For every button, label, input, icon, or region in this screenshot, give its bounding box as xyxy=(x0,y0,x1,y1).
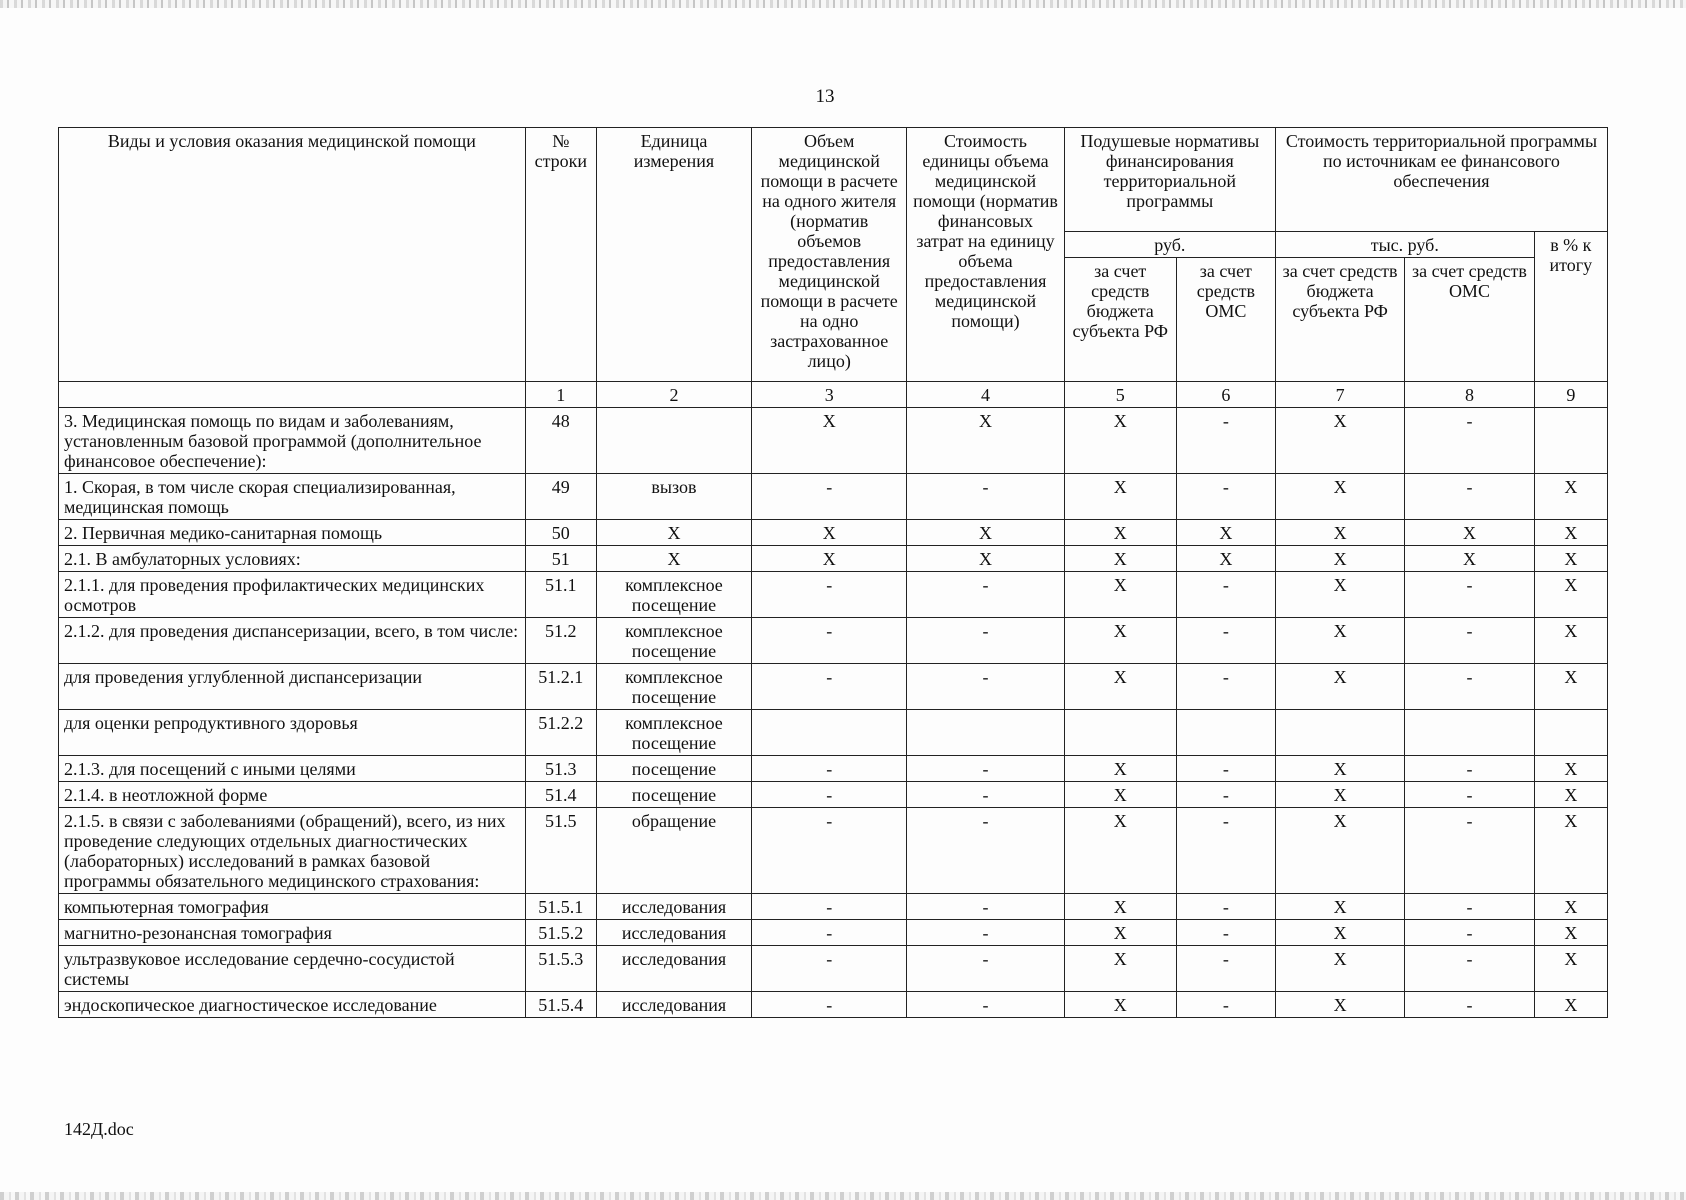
cell-oms-thousand: - xyxy=(1405,664,1534,710)
cell-name: магнитно-резонансная томография xyxy=(59,920,526,946)
cell-cost: - xyxy=(907,756,1064,782)
cell-row-number: 51.2.2 xyxy=(525,710,596,756)
cell-cost: - xyxy=(907,946,1064,992)
header-cost: Стоимость единицы объема медицинской помощи (норматив финансовых затрат на единицу объема предоставления медицинской помощи) xyxy=(907,128,1064,382)
cell-cost: - xyxy=(907,992,1064,1018)
cell-budget-thousand: X xyxy=(1275,474,1404,520)
cell-budget-rub: X xyxy=(1064,894,1176,920)
cell-budget-rub: X xyxy=(1064,920,1176,946)
cell-oms-rub: - xyxy=(1176,946,1275,992)
cell-volume: - xyxy=(752,756,907,782)
cell-oms-rub: - xyxy=(1176,572,1275,618)
table-container xyxy=(58,127,1608,1018)
cell-oms-thousand: - xyxy=(1405,920,1534,946)
header-row-number: № строки xyxy=(525,128,596,382)
cell-oms-thousand: - xyxy=(1405,946,1534,992)
cell-budget-thousand: X xyxy=(1275,946,1404,992)
cell-cost: - xyxy=(907,618,1064,664)
cell-budget-thousand: X xyxy=(1275,408,1404,474)
cell-percent: X xyxy=(1534,474,1607,520)
cell-unit: комплексное посещение xyxy=(596,572,751,618)
cell-percent: X xyxy=(1534,992,1607,1018)
cell-name: 3. Медицинская помощь по видам и заболеваниям, установленным базовой программой (дополнительное финансовое обеспечение): xyxy=(59,408,526,474)
cell-budget-rub xyxy=(1064,710,1176,756)
column-number xyxy=(59,382,526,408)
cell-percent: X xyxy=(1534,894,1607,920)
cell-percent: X xyxy=(1534,618,1607,664)
page-number: 13 xyxy=(815,86,835,107)
cell-unit xyxy=(596,408,751,474)
cell-volume: X xyxy=(752,520,907,546)
cell-oms-rub xyxy=(1176,710,1275,756)
cell-budget-thousand: X xyxy=(1275,782,1404,808)
table-row xyxy=(59,710,1608,756)
cell-name: 2.1.5. в связи с заболеваниями (обращений), всего, из них проведение следующих отдельных диагностических (лабораторных) исследований в рамках базовой программы обязательного медицинского страхования: xyxy=(59,808,526,894)
cell-unit: посещение xyxy=(596,782,751,808)
cell-unit: исследования xyxy=(596,894,751,920)
cell-name: компьютерная томография xyxy=(59,894,526,920)
cell-budget-thousand: X xyxy=(1275,808,1404,894)
cell-oms-thousand: - xyxy=(1405,474,1534,520)
cell-unit: исследования xyxy=(596,992,751,1018)
cell-row-number: 51.5 xyxy=(525,808,596,894)
cell-percent: X xyxy=(1534,664,1607,710)
header-name: Виды и условия оказания медицинской помощи xyxy=(59,128,526,382)
cell-name: для оценки репродуктивного здоровья xyxy=(59,710,526,756)
cell-budget-rub: X xyxy=(1064,572,1176,618)
column-number: 9 xyxy=(1534,382,1607,408)
table-row xyxy=(59,664,1608,710)
cell-cost: - xyxy=(907,894,1064,920)
table-row xyxy=(59,920,1608,946)
cell-name: 2.1.1. для проведения профилактических медицинских осмотров xyxy=(59,572,526,618)
cell-oms-rub: - xyxy=(1176,664,1275,710)
cell-name: 2. Первичная медико-санитарная помощь xyxy=(59,520,526,546)
cell-row-number: 51 xyxy=(525,546,596,572)
cell-oms-thousand xyxy=(1405,710,1534,756)
table-row xyxy=(59,782,1608,808)
column-number: 4 xyxy=(907,382,1064,408)
header-per-capita: Подушевые нормативы финансирования территориальной программы xyxy=(1064,128,1275,232)
cell-name: 1. Скорая, в том числе скорая специализированная, медицинская помощь xyxy=(59,474,526,520)
cell-budget-rub: X xyxy=(1064,408,1176,474)
cell-budget-rub: X xyxy=(1064,546,1176,572)
cell-name: ультразвуковое исследование сердечно-сосудистой системы xyxy=(59,946,526,992)
table-row xyxy=(59,572,1608,618)
cell-volume: - xyxy=(752,946,907,992)
cell-budget-thousand: X xyxy=(1275,520,1404,546)
cell-unit: обращение xyxy=(596,808,751,894)
cell-unit: комплексное посещение xyxy=(596,664,751,710)
cell-cost: - xyxy=(907,664,1064,710)
cell-volume: - xyxy=(752,572,907,618)
cell-unit: комплексное посещение xyxy=(596,710,751,756)
cell-budget-thousand: X xyxy=(1275,572,1404,618)
table-row xyxy=(59,894,1608,920)
cell-oms-thousand: X xyxy=(1405,520,1534,546)
table-row xyxy=(59,546,1608,572)
cell-unit: X xyxy=(596,520,751,546)
scan-edge-top xyxy=(0,0,1686,8)
cell-budget-thousand: X xyxy=(1275,618,1404,664)
scan-edge-bottom xyxy=(0,1192,1686,1200)
cell-oms-thousand: - xyxy=(1405,808,1534,894)
table-row xyxy=(59,408,1608,474)
column-number: 6 xyxy=(1176,382,1275,408)
cell-percent: X xyxy=(1534,782,1607,808)
cell-row-number: 49 xyxy=(525,474,596,520)
cell-name: эндоскопическое диагностическое исследование xyxy=(59,992,526,1018)
cell-percent: X xyxy=(1534,808,1607,894)
cell-percent: X xyxy=(1534,756,1607,782)
funding-table xyxy=(58,127,1608,1018)
cell-volume: - xyxy=(752,808,907,894)
cell-row-number: 50 xyxy=(525,520,596,546)
header-unit-rub: руб. xyxy=(1064,232,1275,258)
cell-budget-rub: X xyxy=(1064,664,1176,710)
table-row xyxy=(59,946,1608,992)
cell-budget-rub: X xyxy=(1064,946,1176,992)
cell-budget-thousand: X xyxy=(1275,756,1404,782)
cell-row-number: 51.5.1 xyxy=(525,894,596,920)
cell-volume: - xyxy=(752,664,907,710)
cell-cost: - xyxy=(907,572,1064,618)
cell-oms-rub: - xyxy=(1176,474,1275,520)
table-row xyxy=(59,756,1608,782)
cell-oms-rub: - xyxy=(1176,408,1275,474)
cell-name: 2.1.3. для посещений с иными целями xyxy=(59,756,526,782)
cell-volume: - xyxy=(752,618,907,664)
cell-cost: X xyxy=(907,408,1064,474)
cell-oms-rub: - xyxy=(1176,894,1275,920)
cell-budget-rub: X xyxy=(1064,808,1176,894)
cell-unit: комплексное посещение xyxy=(596,618,751,664)
cell-cost: - xyxy=(907,808,1064,894)
cell-oms-rub: - xyxy=(1176,756,1275,782)
cell-budget-rub: X xyxy=(1064,782,1176,808)
cell-budget-rub: X xyxy=(1064,474,1176,520)
table-row xyxy=(59,520,1608,546)
document-filename: 142Д.doc xyxy=(64,1119,134,1139)
cell-row-number: 51.5.2 xyxy=(525,920,596,946)
cell-cost: X xyxy=(907,546,1064,572)
column-number: 1 xyxy=(525,382,596,408)
cell-oms-thousand: - xyxy=(1405,756,1534,782)
cell-cost: - xyxy=(907,474,1064,520)
header-budget-thousand: за счет средств бюджета субъекта РФ xyxy=(1275,258,1404,382)
cell-cost: X xyxy=(907,520,1064,546)
header-oms-rub: за счет средств ОМС xyxy=(1176,258,1275,382)
cell-oms-rub: - xyxy=(1176,808,1275,894)
column-number: 5 xyxy=(1064,382,1176,408)
cell-row-number: 51.3 xyxy=(525,756,596,782)
cell-budget-rub: X xyxy=(1064,756,1176,782)
cell-oms-thousand: - xyxy=(1405,992,1534,1018)
cell-budget-thousand: X xyxy=(1275,894,1404,920)
cell-budget-rub: X xyxy=(1064,992,1176,1018)
cell-oms-rub: - xyxy=(1176,992,1275,1018)
cell-name: 2.1. В амбулаторных условиях: xyxy=(59,546,526,572)
header-budget-rub: за счет средств бюджета субъекта РФ xyxy=(1064,258,1176,382)
cell-cost: - xyxy=(907,782,1064,808)
table-row xyxy=(59,618,1608,664)
header-program-cost: Стоимость территориальной программы по источникам ее финансового обеспечения xyxy=(1275,128,1607,232)
cell-cost: - xyxy=(907,920,1064,946)
cell-unit: исследования xyxy=(596,946,751,992)
header-oms-thousand: за счет средств ОМС xyxy=(1405,258,1534,382)
cell-budget-rub: X xyxy=(1064,618,1176,664)
cell-name: для проведения углубленной диспансеризации xyxy=(59,664,526,710)
column-number-row xyxy=(59,382,1608,408)
cell-unit: X xyxy=(596,546,751,572)
cell-percent: X xyxy=(1534,946,1607,992)
cell-name: 2.1.4. в неотложной форме xyxy=(59,782,526,808)
cell-budget-thousand: X xyxy=(1275,992,1404,1018)
cell-cost xyxy=(907,710,1064,756)
cell-percent: X xyxy=(1534,520,1607,546)
header-unit: Единица измерения xyxy=(596,128,751,382)
header-unit-thousand-rub: тыс. руб. xyxy=(1275,232,1534,258)
column-number: 2 xyxy=(596,382,751,408)
header-percent: в % к итогу xyxy=(1534,232,1607,382)
cell-volume: - xyxy=(752,992,907,1018)
cell-oms-thousand: X xyxy=(1405,546,1534,572)
cell-unit: вызов xyxy=(596,474,751,520)
cell-oms-thousand: - xyxy=(1405,618,1534,664)
cell-oms-thousand: - xyxy=(1405,408,1534,474)
cell-oms-rub: - xyxy=(1176,782,1275,808)
column-number: 7 xyxy=(1275,382,1404,408)
cell-oms-thousand: - xyxy=(1405,894,1534,920)
cell-percent: X xyxy=(1534,572,1607,618)
cell-budget-rub: X xyxy=(1064,520,1176,546)
cell-oms-thousand: - xyxy=(1405,782,1534,808)
cell-budget-thousand: X xyxy=(1275,920,1404,946)
table-row xyxy=(59,992,1608,1018)
cell-name: 2.1.2. для проведения диспансеризации, всего, в том числе: xyxy=(59,618,526,664)
cell-oms-rub: X xyxy=(1176,546,1275,572)
cell-oms-rub: X xyxy=(1176,520,1275,546)
cell-percent: X xyxy=(1534,920,1607,946)
cell-percent xyxy=(1534,408,1607,474)
cell-volume: - xyxy=(752,920,907,946)
cell-row-number: 51.2 xyxy=(525,618,596,664)
cell-row-number: 48 xyxy=(525,408,596,474)
cell-unit: исследования xyxy=(596,920,751,946)
cell-volume xyxy=(752,710,907,756)
cell-budget-thousand xyxy=(1275,710,1404,756)
cell-row-number: 51.4 xyxy=(525,782,596,808)
table-body xyxy=(59,408,1608,1018)
cell-budget-thousand: X xyxy=(1275,546,1404,572)
cell-budget-thousand: X xyxy=(1275,664,1404,710)
cell-row-number: 51.5.4 xyxy=(525,992,596,1018)
cell-oms-rub: - xyxy=(1176,920,1275,946)
table-row xyxy=(59,808,1608,894)
cell-row-number: 51.2.1 xyxy=(525,664,596,710)
cell-row-number: 51.1 xyxy=(525,572,596,618)
table-row xyxy=(59,474,1608,520)
column-number: 3 xyxy=(752,382,907,408)
cell-volume: - xyxy=(752,894,907,920)
cell-volume: X xyxy=(752,408,907,474)
cell-percent xyxy=(1534,710,1607,756)
header-volume: Объем медицинской помощи в расчете на одного жителя (норматив объемов предоставления медицинской помощи в расчете на одно застрахованное лицо) xyxy=(752,128,907,382)
cell-unit: посещение xyxy=(596,756,751,782)
cell-percent: X xyxy=(1534,546,1607,572)
cell-volume: - xyxy=(752,474,907,520)
cell-volume: - xyxy=(752,782,907,808)
cell-volume: X xyxy=(752,546,907,572)
cell-oms-rub: - xyxy=(1176,618,1275,664)
cell-oms-thousand: - xyxy=(1405,572,1534,618)
cell-row-number: 51.5.3 xyxy=(525,946,596,992)
column-number: 8 xyxy=(1405,382,1534,408)
